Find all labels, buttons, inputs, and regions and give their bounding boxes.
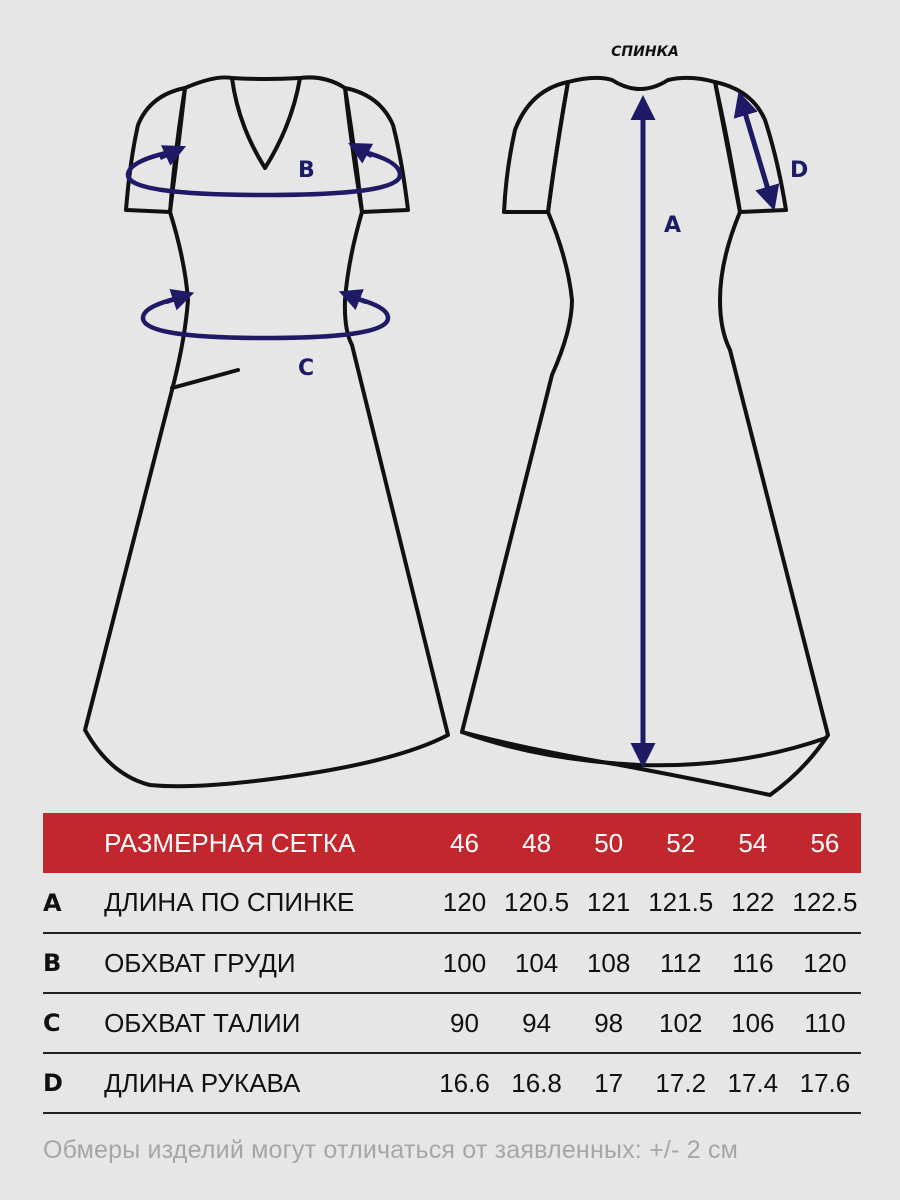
table-cell: 16.6 xyxy=(439,1067,490,1098)
size-chart-header xyxy=(43,813,861,873)
table-cell: 98 xyxy=(594,1007,624,1038)
row-letter: A xyxy=(43,888,62,917)
size-header: 52 xyxy=(666,827,696,858)
table-row xyxy=(43,873,861,933)
size-header: 56 xyxy=(810,827,840,858)
table-cell: 108 xyxy=(586,947,631,978)
measure-label-c: C xyxy=(298,356,315,381)
size-header: 48 xyxy=(522,827,552,858)
row-letter: B xyxy=(43,949,62,977)
table-cell: 104 xyxy=(514,947,559,978)
row-letter: D xyxy=(43,1069,63,1097)
table-cell: 122 xyxy=(731,887,775,917)
table-cell: 116 xyxy=(732,947,774,978)
table-cell: 94 xyxy=(522,1007,552,1038)
row-letter: C xyxy=(43,1009,61,1037)
sleeve-length-arrow xyxy=(740,96,773,206)
measure-label-d: D xyxy=(790,158,809,183)
size-chart-title: РАЗМЕРНАЯ СЕТКА xyxy=(104,827,356,858)
row-name: ДЛИНА РУКАВА xyxy=(104,1067,301,1098)
back-view-label: СПИНКА xyxy=(611,44,679,60)
row-name: ОБХВАТ ТАЛИИ xyxy=(104,1007,301,1038)
size-chart-table xyxy=(43,813,861,1114)
waist-measurement-ellipse xyxy=(143,293,388,338)
table-cell: 16.8 xyxy=(511,1067,562,1098)
table-cell: 121 xyxy=(586,887,631,917)
table-row xyxy=(43,993,861,1053)
size-header: 50 xyxy=(594,827,624,858)
table-cell: 90 xyxy=(450,1007,479,1038)
table-row xyxy=(43,933,861,993)
size-header: 54 xyxy=(738,827,768,858)
table-cell: 120 xyxy=(442,887,487,917)
table-cell: 112 xyxy=(660,947,702,978)
row-name: ДЛИНА ПО СПИНКЕ xyxy=(104,887,355,917)
table-cell: 120.5 xyxy=(504,887,570,917)
table-cell: 122.5 xyxy=(792,887,858,917)
table-cell: 17.4 xyxy=(727,1067,779,1098)
table-cell: 17.2 xyxy=(655,1067,707,1098)
table-cell: 110 xyxy=(804,1007,846,1038)
table-cell: 120 xyxy=(803,947,847,978)
measurement-disclaimer: Обмеры изделий могут отличаться от заявленных: +/- 2 см xyxy=(43,1136,739,1164)
table-row xyxy=(43,1053,861,1113)
row-name: ОБХВАТ ГРУДИ xyxy=(104,947,296,978)
table-cell: 121.5 xyxy=(648,887,714,917)
table-cell: 17 xyxy=(594,1067,624,1098)
table-cell: 102 xyxy=(659,1007,703,1038)
table-cell: 17.6 xyxy=(799,1067,851,1098)
table-cell: 100 xyxy=(442,947,487,978)
measure-label-b: B xyxy=(298,158,315,183)
table-cell: 106 xyxy=(731,1007,775,1038)
size-header: 46 xyxy=(450,827,479,858)
measure-label-a: A xyxy=(664,213,682,238)
